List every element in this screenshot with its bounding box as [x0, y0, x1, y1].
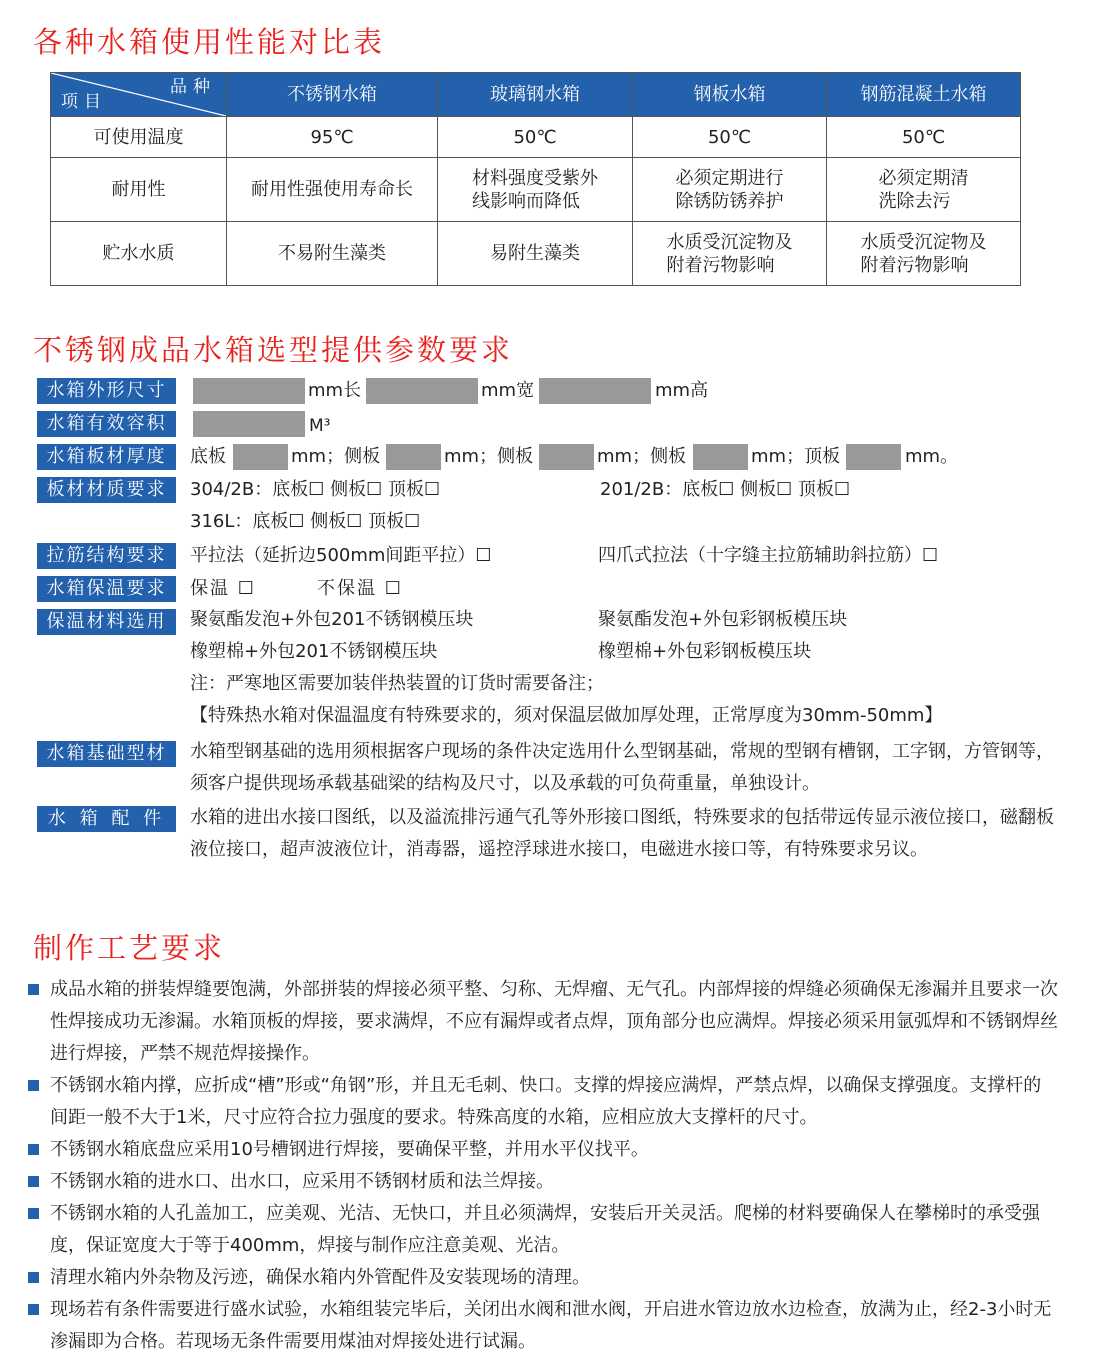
square-bullet-icon	[28, 984, 39, 995]
process-title: 制作工艺要求	[33, 931, 226, 965]
cell-text: 必须定期进行 除锈防锈养护	[675, 167, 784, 212]
square-bullet-icon	[28, 1144, 39, 1155]
top-plate-input[interactable]	[846, 444, 901, 470]
square-bullet-icon	[28, 1208, 39, 1219]
text-top-plate: mm；顶板	[751, 446, 841, 467]
label-insulation-material: 保温材料选用	[37, 609, 176, 635]
table-cell	[633, 158, 827, 222]
list-item	[28, 1262, 1058, 1294]
table-cell: 不易附生藻类	[227, 222, 438, 286]
list-item-text: 现场若有条件需要进行盛水试验，水箱组装完毕后，关闭出水阀和泄水阀，开启进水管边放水边检查，放满为止，经2-3小时无渗漏即为合格。若现场无条件需要用煤油对焊接处进行试漏。	[50, 1299, 1052, 1352]
column-header: 钢筋混凝土水箱	[827, 73, 1021, 117]
cell-text: 材料强度受紫外 线影响而降低	[472, 167, 598, 212]
list-item-text: 清理水箱内外杂物及污迹，确保水箱内外管配件及安装现场的清理。	[50, 1267, 590, 1288]
unit-length: mm长	[308, 380, 362, 401]
list-item-text: 成品水箱的拼装焊缝要饱满，外部拼装的焊接必须平整、匀称、无焊瘤、无气孔。内部焊接的焊缝必须确保无渗漏并且要求一次性焊接成功无渗漏。水箱顶板的焊接，要求满焊，不应有漏焊或者点焊，顶角部分也应满焊。焊接必须采用氩弧焊和不锈钢焊丝进行焊接，严禁不规范焊接操作。	[50, 979, 1058, 1064]
fittings-text: 水箱的进出水接口图纸，以及溢流排污通气孔等外形接口图纸，特殊要求的包括带远传显示液位接口，磁翻板液位接口，超声波液位计，消毒器，遥控浮球进水接口，电磁进水接口等，有特殊要求另议。	[190, 807, 1054, 860]
height-input[interactable]	[539, 378, 651, 404]
list-item-text: 不锈钢水箱的进水口、出水口，应采用不锈钢材质和法兰焊接。	[50, 1171, 554, 1192]
unit-height: mm高	[655, 380, 709, 401]
table-cell: 50℃	[633, 117, 827, 158]
material-201-options[interactable]: 201/2B：底板☐ 侧板☐ 顶板☐	[600, 479, 851, 500]
cell-text: 水质受沉淀物及 附着污物影响	[860, 231, 987, 276]
list-item	[28, 1198, 1058, 1262]
insul-material-option: 聚氨酯发泡+外包201不锈钢模压块	[190, 609, 474, 630]
column-header: 玻璃钢水箱	[438, 73, 633, 117]
row-label: 贮水水质	[51, 222, 227, 286]
corner-label-item: 项目	[61, 92, 107, 112]
text-bottom-plate: 底板	[190, 446, 226, 467]
table-cell: 耐用性强使用寿命长	[227, 158, 438, 222]
text-side-plate: mm；侧板	[444, 446, 534, 467]
table-cell	[827, 158, 1021, 222]
label-volume: 水箱有效容积	[37, 411, 176, 437]
corner-label-variety: 品种	[170, 77, 216, 97]
label-thickness: 水箱板材厚度	[37, 444, 176, 470]
table-cell	[438, 158, 633, 222]
unit-width: mm宽	[481, 380, 535, 401]
label-insulation: 水箱保温要求	[37, 576, 176, 602]
side-plate-input[interactable]	[693, 444, 748, 470]
table-cell: 易附生藻类	[438, 222, 633, 286]
text-side-plate: mm；侧板	[291, 446, 381, 467]
table-cell: 50℃	[827, 117, 1021, 158]
material-304-options[interactable]: 304/2B：底板☐ 侧板☐ 顶板☐	[190, 479, 441, 500]
volume-input[interactable]	[193, 411, 305, 437]
square-bullet-icon	[28, 1080, 39, 1091]
table-row	[51, 222, 1021, 286]
list-item-text: 不锈钢水箱的人孔盖加工，应美观、光洁、无快口，并且必须满焊，安装后开关灵活。爬梯的材料要确保人在攀梯时的承受强度，保证宽度大于等于400mm，焊接与制作应注意美观、光洁。	[50, 1203, 1040, 1256]
material-316-options[interactable]: 316L：底板☐ 侧板☐ 顶板☐	[190, 511, 421, 532]
comparison-title: 各种水箱使用性能对比表	[33, 25, 386, 59]
list-item	[28, 1070, 1058, 1134]
list-item-text: 不锈钢水箱内撑，应折成“槽”形或“角钢”形，并且无毛刺、快口。支撑的焊接应满焊，严禁点焊，以确保支撑强度。支撑杆的间距一般不大于1米，尺寸应符合拉力强度的要求。特殊高度的水箱，应相应放大支撑杆的尺寸。	[50, 1075, 1042, 1128]
text-mm-end: mm。	[905, 446, 959, 467]
list-item	[28, 1134, 1058, 1166]
comparison-table	[50, 72, 1021, 286]
list-item	[28, 974, 1058, 1070]
list-item	[28, 1294, 1058, 1358]
cell-text: 必须定期清 洗除去污	[878, 167, 969, 212]
rib-option-fourclaw[interactable]: 四爪式拉法（十字缝主拉筋辅助斜拉筋）☐	[598, 545, 939, 566]
length-input[interactable]	[193, 378, 305, 404]
params-title: 不锈钢成品水箱选型提供参数要求	[33, 333, 514, 367]
rib-option-flat[interactable]: 平拉法（延折边500mm间距平拉）☐	[190, 545, 492, 566]
note-cold-region: 注：严寒地区需要加装伴热装置的订货时需要备注；	[190, 673, 604, 694]
column-header: 钢板水箱	[633, 73, 827, 117]
row-label: 耐用性	[51, 158, 227, 222]
table-row	[51, 158, 1021, 222]
insulation-no-option[interactable]: 不保温 ☐	[317, 578, 403, 599]
table-cell: 50℃	[438, 117, 633, 158]
cell-text: 水质受沉淀物及 附着污物影响	[666, 231, 793, 276]
list-item	[28, 1166, 1058, 1198]
side-plate-input[interactable]	[386, 444, 441, 470]
width-input[interactable]	[366, 378, 478, 404]
table-corner-cell	[51, 73, 227, 117]
table-cell: 95℃	[227, 117, 438, 158]
unit-volume: M³	[309, 416, 331, 436]
label-shape: 水箱外形尺寸	[37, 378, 176, 404]
table-row	[51, 117, 1021, 158]
row-label: 可使用温度	[51, 117, 227, 158]
column-header: 不锈钢水箱	[227, 73, 438, 117]
table-cell	[633, 222, 827, 286]
process-list	[28, 974, 1058, 1358]
insulation-yes-option[interactable]: 保温 ☐	[190, 578, 256, 599]
table-header-row	[51, 73, 1021, 117]
text-side-plate: mm；侧板	[597, 446, 687, 467]
side-plate-input[interactable]	[539, 444, 594, 470]
label-fittings: 水 箱 配 件	[37, 806, 176, 832]
label-material: 板材材质要求	[37, 477, 176, 503]
insul-material-option: 聚氨酯发泡+外包彩钢板模压块	[598, 609, 848, 630]
square-bullet-icon	[28, 1304, 39, 1315]
insul-material-option: 橡塑棉+外包彩钢板模压块	[598, 641, 812, 662]
foundation-text: 水箱型钢基础的选用须根据客户现场的条件决定选用什么型钢基础，常规的型钢有槽钢，工字钢，方管钢等，须客户提供现场承载基础梁的结构及尺寸，以及承载的可负荷重量，单独设计。	[190, 741, 1054, 794]
note-hot-water-tank: 【特殊热水箱对保温温度有特殊要求的，须对保温层做加厚处理，正常厚度为30mm-50mm】	[190, 705, 943, 726]
insul-material-option: 橡塑棉+外包201不锈钢模压块	[190, 641, 438, 662]
label-foundation: 水箱基础型材	[37, 741, 176, 767]
table-cell	[827, 222, 1021, 286]
square-bullet-icon	[28, 1176, 39, 1187]
label-rib: 拉筋结构要求	[37, 543, 176, 569]
list-item-text: 不锈钢水箱底盘应采用10号槽钢进行焊接，要确保平整，并用水平仪找平。	[50, 1139, 649, 1160]
square-bullet-icon	[28, 1272, 39, 1283]
bottom-plate-input[interactable]	[233, 444, 288, 470]
